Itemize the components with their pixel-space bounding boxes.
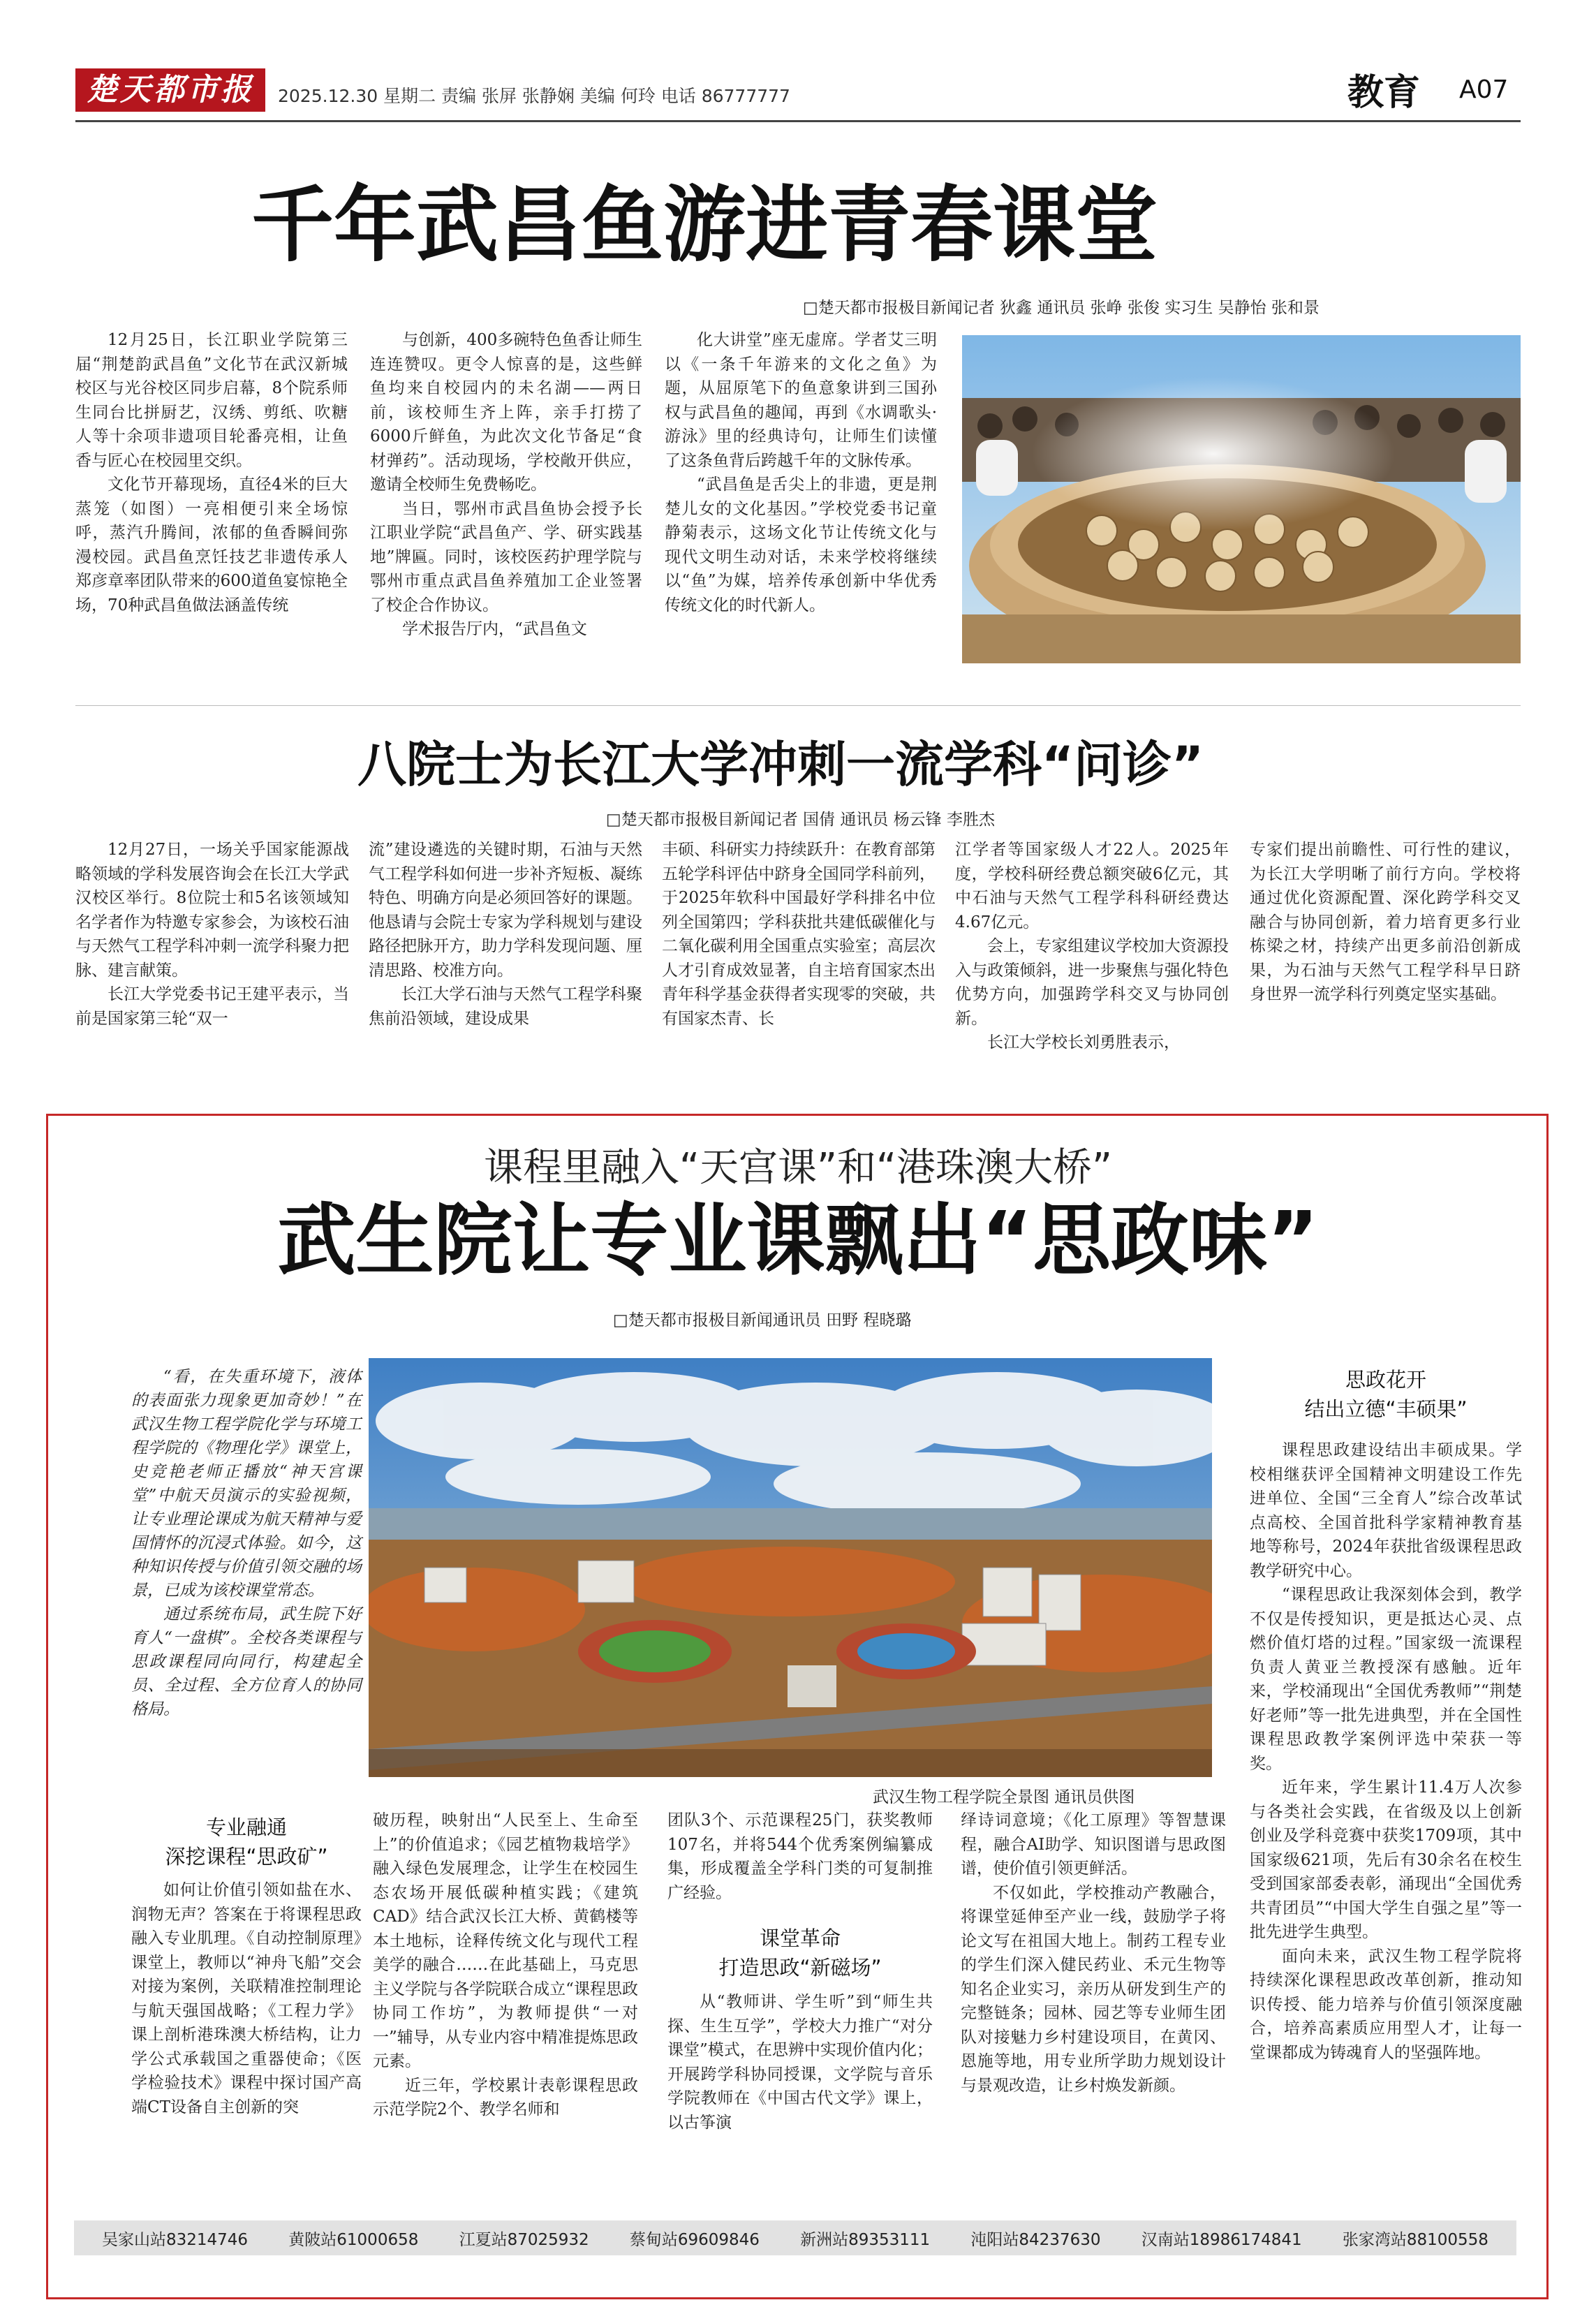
issue-info: 2025.12.30 星期二 责编 张屏 张静娴 美编 何玲 电话 86777777 <box>278 86 790 106</box>
article2-col5: 专家们提出前瞻性、可行性的建议，为长江大学明晰了前行方向。学校将通过优化资源配置、深化跨学科交叉融合与协同创新，着力培育更多行业栋梁之材，持续产出更多前沿创新成果，为石油与天然气工程学科早日跻身世界一流学科行列奠定坚实基础。 <box>1250 841 1521 1003</box>
steamer-photo-illustration <box>962 335 1521 663</box>
article3-col-d: 绎诗词意境；《化工原理》等智慧课程，融合AI助学、知识图谱与思政图谱，使价值引领更鲜活。 不仅如此，学校推动产教融合，将课堂延伸至产业一线，鼓励学子将论文写在祖国大地上。制药工程专业的学生们深入健民药业、禾元生物等知名企业实习，亲历从研发到生产的完整链条；园林、园艺等专业师生团队对接魅力乡村建设项目，在黄冈、恩施等地，用专业所学助力规划设计与景观改造，让乡村焕发新颜。 <box>961 1811 1226 2095</box>
article3-col-b: 破历程，映射出“人民至上、生命至上”的价值追求；《园艺植物栽培学》融入绿色发展理念，让学生在校园生态农场开展低碳种植实践；《建筑CAD》结合武汉长江大桥、黄鹤楼等本土地标，诠释传统文化与现代工程美学的融合……在此基础上，马克思主义学院与各学院联合成立“课程思政协同工作坊”，为教师提供“一对一”辅导，从专业内容中精准提炼思政元素。 近三年，学校累计表彰课程思政示范学院2个、教学名师和 <box>373 1811 638 2119</box>
station-item: 沌阳站84237630 <box>970 2230 1101 2249</box>
campus-photo-caption: 武汉生物工程学院全景图 通讯员供图 <box>873 1788 1135 1806</box>
campus-panorama-photo <box>369 1358 1212 1777</box>
article3-lead: “看，在失重环境下，液体的表面张力现象更加奇妙！”在武汉生物工程学院化学与环境工程学院的《物理化学》课堂上，史竞艳老师正播放“神天宫课堂”中航天员演示的实验视频，让专业理论课成为航天精神与爱国情怀的沉浸式体验。如今，这种知识传授与价值引领交融的场景，已成为该校课堂常态。 通过系统布局，武生院下好育人“一盘棋”。全校各类课程与思政课程同向同行，构建起全员、全过程、全方位育人的协同格局。 <box>131 1368 362 1718</box>
subsection2-heading: 课堂革命 打造思政“新磁场” <box>718 1926 882 1980</box>
station-hotline-bar <box>74 2220 1516 2255</box>
subsection2-body: 从“教师讲、学生听”到“师生共探、生生互学”，学校大力推广“对分课堂”模式，在思辨中实现价值内化；开展跨学科协同授课，文学院与音乐学院教师在《中国古代文学》课上，以古筝演 <box>667 1993 933 2132</box>
station-item: 吴家山站83214746 <box>102 2230 249 2249</box>
subsection3-heading: 思政花开 结出立德“丰硕果” <box>1304 1368 1468 1421</box>
subsection1-body: 如何让价值引领如盐在水、润物无声？答案在于将课程思政融入专业肌理。《自动控制原理》课堂上，教师以“神舟飞船”交会对接为案例，关联精准控制理论与航天强国战略；《工程力学》课上剖析港珠澳大桥结构，让力学公式承载国之重器使命；《医学检验技术》课程中探讨国产高端CT设备自主创新的突 <box>131 1881 362 2116</box>
article1-col2: 与创新，400多碗特色鱼香让师生连连赞叹。更令人惊喜的是，这些鲜鱼均来自校园内的未名湖——两日前，该校师生齐上阵，亲手打捞了6000斤鲜鱼，为此次文化节备足“食材弹药”。活动现场，学校敞开供应，邀请全校师生免费畅吃。 当日，鄂州市武昌鱼协会授予长江职业学院“武昌鱼产、学、研实践基地”牌匾。同时，该校医药护理学院与鄂州市重点武昌鱼养殖加工企业签署了校企合作协议。 学术报告厅内，“武昌鱼文 <box>370 331 642 638</box>
article2-col4: 江学者等国家级人才22人。2025年度，学校科研经费总额突破6亿元，其中石油与天然气工程学科科研经费达4.67亿元。 会上，专家组建议学校加大资源投入与政策倾斜，进一步聚焦与强化特色优势方向，加强跨学科交叉与协同创新。 长江大学校长刘勇胜表示， <box>955 841 1229 1052</box>
article1-col3: 化大讲堂”座无虚席。学者艾三明以《一条千年游来的文化之鱼》为题，从屈原笔下的鱼意象讲到三国孙权与武昌鱼的趣闻，再到《水调歌头·游泳》里的经典诗句，让师生们读懂了这条鱼背后跨越千年的文脉传承。 “武昌鱼是舌尖上的非遗，更是荆楚儿女的文化基因。”学校党委书记童静菊表示，这场文化节让传统文化与现代文明生动对话，未来学校将继续以“鱼”为媒，培养传承创新中华优秀传统文化的时代新人。 <box>665 331 937 614</box>
article2-byline: □楚天都市报极目新闻记者 国倩 通讯员 杨云锋 李胜杰 <box>606 811 995 829</box>
page-number: A07 <box>1459 75 1509 104</box>
article3-title: 武生院让专业课飘出“思政味” <box>277 1195 1319 1286</box>
fish-steamer-photo <box>962 335 1521 663</box>
article2-col1: 12月27日，一场关乎国家能源战略领域的学科发展咨询会在长江大学武汉校区举行。8位院士和5名该领域知名学者作为特邀专家参会，为该校石油与天然气工程学科冲刺一流学科聚力把脉、建言献策。 长江大学党委书记王建平表示，当前是国家第三轮“双一 <box>75 841 349 1028</box>
station-item: 新洲站89353111 <box>800 2230 931 2249</box>
campus-photo-illustration <box>369 1358 1212 1777</box>
article3-kicker: 课程里融入“天宫课”和“港珠澳大桥” <box>483 1145 1113 1191</box>
station-item: 汉南站18986174841 <box>1141 2230 1302 2249</box>
article2-title: 八院士为长江大学冲刺一流学科“问诊” <box>357 736 1204 793</box>
article3-col-c: 团队3个、示范课程25门，获奖教师107名，并将544个优秀案例编纂成集，形成覆盖全学科门类的可复制推广经验。 <box>667 1811 933 1902</box>
article1-title: 千年武昌鱼游进青春课堂 <box>251 177 1158 273</box>
article3-byline: □楚天都市报极目新闻通讯员 田野 程晓璐 <box>613 1311 912 1329</box>
article1-byline: □楚天都市报极目新闻记者 狄鑫 通讯员 张峥 张俊 实习生 吴静怡 张和景 <box>803 299 1320 317</box>
masthead-rule <box>75 120 1521 122</box>
station-item: 黄陂站61000658 <box>288 2230 419 2249</box>
station-item: 江夏站87025932 <box>459 2230 589 2249</box>
article2-col3: 丰硕、科研实力持续跃升：在教育部第五轮学科评估中跻身全国同学科前列，于2025年软科中国最好学科排名中位列全国第四；学科获批共建低碳催化与二氧化碳利用全国重点实验室；高层次人才引育成效显著，自主培育国家杰出青年科学基金获得者实现零的突破，共有国家杰青、长 <box>662 841 936 1028</box>
article1-col1: 12月25日，长江职业学院第三届“荆楚韵武昌鱼”文化节在武汉新城校区与光谷校区同步启幕，8个院系师生同台比拼厨艺，汉绣、剪纸、吹糖人等十余项非遗项目轮番亮相，让鱼香与匠心在校园里交织。 文化节开幕现场，直径4米的巨大蒸笼（如图）一亮相便引来全场惊呼，蒸汽升腾间，浓郁的鱼香瞬间弥漫校园。武昌鱼烹饪技艺非遗传承人郑彦章率团队带来的600道鱼宴惊艳全场，70种武昌鱼做法涵盖传统 <box>75 331 348 614</box>
article2-col2: 流”建设遴选的关键时期，石油与天然气工程学科如何进一步补齐短板、凝练特色、明确方向是必须回答好的课题。他恳请与会院士专家为学科规划与建设路径把脉开方，助力学科发现问题、厘清思路、校准方向。 长江大学石油与天然气工程学科聚焦前沿领域，建设成果 <box>369 841 642 1028</box>
station-item: 蔡甸站69609846 <box>629 2230 760 2249</box>
section-name: 教育 <box>1347 72 1421 114</box>
article-divider <box>75 705 1521 706</box>
subsection3-body: 课程思政建设结出丰硕成果。学校相继获评全国精神文明建设工作先进单位、全国“三全育人”综合改革试点高校、全国首批科学家精神教育基地等称号，2024年获批省级课程思政教学研究中心。 “课程思政让我深刻体会到，教学不仅是传授知识，更是抵达心灵、点燃价值灯塔的过程。”国家级一流课程负责人黄亚兰教授深有感触。近年来，学校涌现出“全国优秀教师”“荆楚好老师”等一批先进典型，并在全国性课程思政教学案例评选中荣获一等奖。 近年来，学生累计11.4万人次参与各类社会实践，在省级及以上创新创业及学科竞赛中获奖1709项，其中国家级621项，先后有30余名在校生受到国家部委表彰，涌现出“全国优秀共青团员”“中国大学生自强之星”等一批先进学生典型。 面向未来，武汉生物工程学院将持续深化课程思政改革创新，推动知识传授、能力培养与价值引领深度融合，培养高素质应用型人才，让每一堂课都成为铸魂育人的坚强阵地。 <box>1250 1441 1522 2062</box>
subsection1-heading: 专业融通 深挖课程“思政矿” <box>165 1815 328 1869</box>
newspaper-logo: 楚天都市报 <box>75 68 265 112</box>
station-item: 张家湾站88100558 <box>1342 2230 1488 2249</box>
